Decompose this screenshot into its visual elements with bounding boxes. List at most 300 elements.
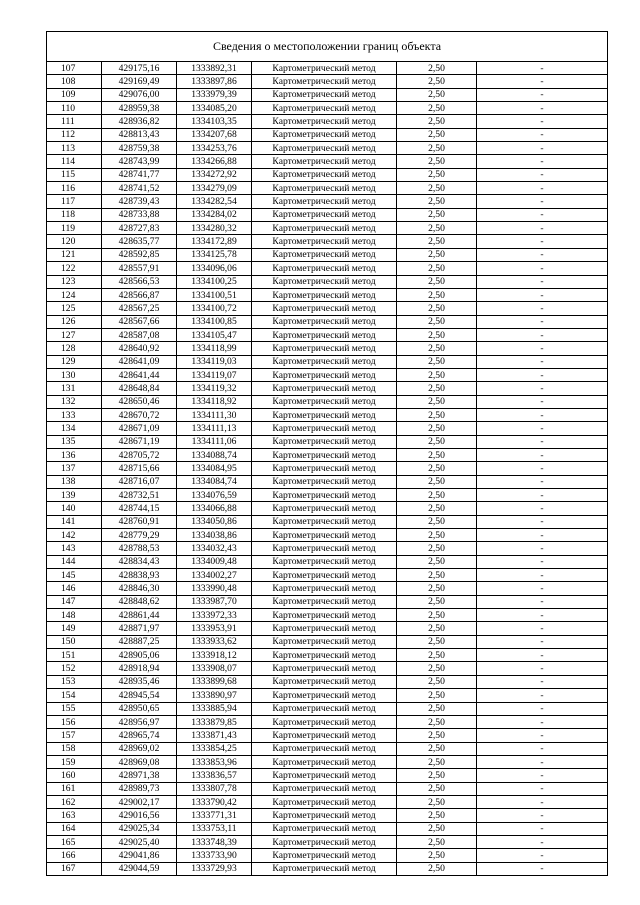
method-cell: Картометрический метод bbox=[252, 835, 397, 848]
y-coordinate-cell: 1334272,92 bbox=[177, 168, 252, 181]
point-number-cell: 145 bbox=[47, 569, 102, 582]
description-cell: - bbox=[477, 502, 608, 515]
table-row bbox=[47, 208, 607, 221]
method-cell: Картометрический метод bbox=[252, 275, 397, 288]
method-cell: Картометрический метод bbox=[252, 729, 397, 742]
y-coordinate-cell: 1334066,88 bbox=[177, 502, 252, 515]
precision-cell: 2,50 bbox=[397, 182, 477, 195]
method-cell: Картометрический метод bbox=[252, 809, 397, 822]
method-cell: Картометрический метод bbox=[252, 395, 397, 408]
method-cell: Картометрический метод bbox=[252, 382, 397, 395]
point-number-cell: 119 bbox=[47, 222, 102, 235]
precision-cell: 2,50 bbox=[397, 529, 477, 542]
table-row bbox=[47, 275, 607, 288]
x-coordinate-cell: 428813,43 bbox=[102, 128, 177, 141]
x-coordinate-cell: 429002,17 bbox=[102, 795, 177, 808]
description-cell: - bbox=[477, 355, 608, 368]
table-row bbox=[47, 75, 607, 88]
description-cell: - bbox=[477, 489, 608, 502]
method-cell: Картометрический метод bbox=[252, 102, 397, 115]
x-coordinate-cell: 428965,74 bbox=[102, 729, 177, 742]
precision-cell: 2,50 bbox=[397, 235, 477, 248]
y-coordinate-cell: 1334100,72 bbox=[177, 302, 252, 315]
table-row bbox=[47, 62, 607, 75]
description-cell: - bbox=[477, 795, 608, 808]
y-coordinate-cell: 1334050,86 bbox=[177, 515, 252, 528]
description-cell: - bbox=[477, 115, 608, 128]
x-coordinate-cell: 428716,07 bbox=[102, 475, 177, 488]
x-coordinate-cell: 428641,44 bbox=[102, 368, 177, 381]
x-coordinate-cell: 428648,84 bbox=[102, 382, 177, 395]
method-cell: Картометрический метод bbox=[252, 769, 397, 782]
table-row bbox=[47, 675, 607, 688]
point-number-cell: 159 bbox=[47, 755, 102, 768]
table-row bbox=[47, 88, 607, 101]
point-number-cell: 134 bbox=[47, 422, 102, 435]
description-cell: - bbox=[477, 302, 608, 315]
table-row bbox=[47, 489, 607, 502]
method-cell: Картометрический метод bbox=[252, 822, 397, 835]
y-coordinate-cell: 1334253,76 bbox=[177, 142, 252, 155]
precision-cell: 2,50 bbox=[397, 448, 477, 461]
method-cell: Картометрический метод bbox=[252, 689, 397, 702]
table-row bbox=[47, 822, 607, 835]
y-coordinate-cell: 1334118,99 bbox=[177, 342, 252, 355]
precision-cell: 2,50 bbox=[397, 382, 477, 395]
precision-cell: 2,50 bbox=[397, 102, 477, 115]
x-coordinate-cell: 428969,08 bbox=[102, 755, 177, 768]
precision-cell: 2,50 bbox=[397, 155, 477, 168]
description-cell: - bbox=[477, 142, 608, 155]
y-coordinate-cell: 1333890,97 bbox=[177, 689, 252, 702]
point-number-cell: 139 bbox=[47, 489, 102, 502]
x-coordinate-cell: 428759,38 bbox=[102, 142, 177, 155]
x-coordinate-cell: 429016,56 bbox=[102, 809, 177, 822]
y-coordinate-cell: 1333979,39 bbox=[177, 88, 252, 101]
precision-cell: 2,50 bbox=[397, 435, 477, 448]
method-cell: Картометрический метод bbox=[252, 342, 397, 355]
x-coordinate-cell: 429025,34 bbox=[102, 822, 177, 835]
method-cell: Картометрический метод bbox=[252, 515, 397, 528]
description-cell: - bbox=[477, 408, 608, 421]
y-coordinate-cell: 1333908,07 bbox=[177, 662, 252, 675]
x-coordinate-cell: 428846,30 bbox=[102, 582, 177, 595]
table-row bbox=[47, 742, 607, 755]
table-row bbox=[47, 462, 607, 475]
table-row bbox=[47, 448, 607, 461]
point-number-cell: 108 bbox=[47, 75, 102, 88]
description-cell: - bbox=[477, 208, 608, 221]
y-coordinate-cell: 1333987,70 bbox=[177, 595, 252, 608]
method-cell: Картометрический метод bbox=[252, 782, 397, 795]
table-row bbox=[47, 662, 607, 675]
precision-cell: 2,50 bbox=[397, 769, 477, 782]
y-coordinate-cell: 1334088,74 bbox=[177, 448, 252, 461]
precision-cell: 2,50 bbox=[397, 595, 477, 608]
x-coordinate-cell: 428567,25 bbox=[102, 302, 177, 315]
y-coordinate-cell: 1333733,90 bbox=[177, 849, 252, 862]
y-coordinate-cell: 1334266,88 bbox=[177, 155, 252, 168]
description-cell: - bbox=[477, 382, 608, 395]
description-cell: - bbox=[477, 582, 608, 595]
method-cell: Картометрический метод bbox=[252, 408, 397, 421]
description-cell: - bbox=[477, 62, 608, 75]
method-cell: Картометрический метод bbox=[252, 248, 397, 261]
precision-cell: 2,50 bbox=[397, 622, 477, 635]
point-number-cell: 126 bbox=[47, 315, 102, 328]
x-coordinate-cell: 428715,66 bbox=[102, 462, 177, 475]
description-cell: - bbox=[477, 328, 608, 341]
method-cell: Картометрический метод bbox=[252, 222, 397, 235]
table-row bbox=[47, 262, 607, 275]
y-coordinate-cell: 1334076,59 bbox=[177, 489, 252, 502]
x-coordinate-cell: 428566,53 bbox=[102, 275, 177, 288]
table-row bbox=[47, 529, 607, 542]
point-number-cell: 141 bbox=[47, 515, 102, 528]
point-number-cell: 146 bbox=[47, 582, 102, 595]
description-cell: - bbox=[477, 315, 608, 328]
point-number-cell: 140 bbox=[47, 502, 102, 515]
precision-cell: 2,50 bbox=[397, 835, 477, 848]
point-number-cell: 147 bbox=[47, 595, 102, 608]
precision-cell: 2,50 bbox=[397, 288, 477, 301]
precision-cell: 2,50 bbox=[397, 315, 477, 328]
precision-cell: 2,50 bbox=[397, 782, 477, 795]
x-coordinate-cell: 428848,62 bbox=[102, 595, 177, 608]
y-coordinate-cell: 1333753,11 bbox=[177, 822, 252, 835]
method-cell: Картометрический метод bbox=[252, 62, 397, 75]
point-number-cell: 165 bbox=[47, 835, 102, 848]
method-cell: Картометрический метод bbox=[252, 368, 397, 381]
method-cell: Картометрический метод bbox=[252, 755, 397, 768]
table-row bbox=[47, 435, 607, 448]
description-cell: - bbox=[477, 168, 608, 181]
y-coordinate-cell: 1333885,94 bbox=[177, 702, 252, 715]
point-number-cell: 148 bbox=[47, 609, 102, 622]
description-cell: - bbox=[477, 702, 608, 715]
y-coordinate-cell: 1334111,30 bbox=[177, 408, 252, 421]
precision-cell: 2,50 bbox=[397, 809, 477, 822]
x-coordinate-cell: 428743,99 bbox=[102, 155, 177, 168]
x-coordinate-cell: 428640,92 bbox=[102, 342, 177, 355]
point-number-cell: 112 bbox=[47, 128, 102, 141]
y-coordinate-cell: 1333771,31 bbox=[177, 809, 252, 822]
precision-cell: 2,50 bbox=[397, 208, 477, 221]
x-coordinate-cell: 428671,19 bbox=[102, 435, 177, 448]
description-cell: - bbox=[477, 862, 608, 875]
method-cell: Картометрический метод bbox=[252, 262, 397, 275]
point-number-cell: 132 bbox=[47, 395, 102, 408]
point-number-cell: 111 bbox=[47, 115, 102, 128]
table-row bbox=[47, 382, 607, 395]
x-coordinate-cell: 428950,65 bbox=[102, 702, 177, 715]
y-coordinate-cell: 1334282,54 bbox=[177, 195, 252, 208]
method-cell: Картометрический метод bbox=[252, 609, 397, 622]
method-cell: Картометрический метод bbox=[252, 328, 397, 341]
y-coordinate-cell: 1334100,51 bbox=[177, 288, 252, 301]
precision-cell: 2,50 bbox=[397, 328, 477, 341]
table-row bbox=[47, 315, 607, 328]
method-cell: Картометрический метод bbox=[252, 75, 397, 88]
point-number-cell: 158 bbox=[47, 742, 102, 755]
point-number-cell: 110 bbox=[47, 102, 102, 115]
y-coordinate-cell: 1334085,20 bbox=[177, 102, 252, 115]
description-cell: - bbox=[477, 195, 608, 208]
description-cell: - bbox=[477, 769, 608, 782]
method-cell: Картометрический метод bbox=[252, 502, 397, 515]
method-cell: Картометрический метод bbox=[252, 142, 397, 155]
precision-cell: 2,50 bbox=[397, 635, 477, 648]
description-cell: - bbox=[477, 555, 608, 568]
point-number-cell: 121 bbox=[47, 248, 102, 261]
precision-cell: 2,50 bbox=[397, 355, 477, 368]
point-number-cell: 152 bbox=[47, 662, 102, 675]
precision-cell: 2,50 bbox=[397, 422, 477, 435]
precision-cell: 2,50 bbox=[397, 395, 477, 408]
description-cell: - bbox=[477, 649, 608, 662]
point-number-cell: 160 bbox=[47, 769, 102, 782]
table-row bbox=[47, 302, 607, 315]
table-row bbox=[47, 115, 607, 128]
x-coordinate-cell: 429025,40 bbox=[102, 835, 177, 848]
method-cell: Картометрический метод bbox=[252, 569, 397, 582]
description-cell: - bbox=[477, 155, 608, 168]
point-number-cell: 155 bbox=[47, 702, 102, 715]
x-coordinate-cell: 428788,53 bbox=[102, 542, 177, 555]
precision-cell: 2,50 bbox=[397, 475, 477, 488]
y-coordinate-cell: 1334119,03 bbox=[177, 355, 252, 368]
precision-cell: 2,50 bbox=[397, 275, 477, 288]
point-number-cell: 109 bbox=[47, 88, 102, 101]
y-coordinate-cell: 1334103,35 bbox=[177, 115, 252, 128]
y-coordinate-cell: 1333836,57 bbox=[177, 769, 252, 782]
y-coordinate-cell: 1334084,74 bbox=[177, 475, 252, 488]
table-row bbox=[47, 475, 607, 488]
method-cell: Картометрический метод bbox=[252, 315, 397, 328]
method-cell: Картометрический метод bbox=[252, 88, 397, 101]
y-coordinate-cell: 1334084,95 bbox=[177, 462, 252, 475]
table-row bbox=[47, 288, 607, 301]
y-coordinate-cell: 1333899,68 bbox=[177, 675, 252, 688]
x-coordinate-cell: 428592,85 bbox=[102, 248, 177, 261]
point-number-cell: 163 bbox=[47, 809, 102, 822]
y-coordinate-cell: 1333853,96 bbox=[177, 755, 252, 768]
method-cell: Картометрический метод bbox=[252, 182, 397, 195]
description-cell: - bbox=[477, 569, 608, 582]
description-cell: - bbox=[477, 182, 608, 195]
precision-cell: 2,50 bbox=[397, 262, 477, 275]
precision-cell: 2,50 bbox=[397, 62, 477, 75]
description-cell: - bbox=[477, 849, 608, 862]
method-cell: Картометрический метод bbox=[252, 622, 397, 635]
point-number-cell: 157 bbox=[47, 729, 102, 742]
coordinates-table-body bbox=[47, 62, 607, 875]
point-number-cell: 131 bbox=[47, 382, 102, 395]
description-cell: - bbox=[477, 782, 608, 795]
description-cell: - bbox=[477, 235, 608, 248]
method-cell: Картометрический метод bbox=[252, 208, 397, 221]
precision-cell: 2,50 bbox=[397, 342, 477, 355]
point-number-cell: 114 bbox=[47, 155, 102, 168]
table-row bbox=[47, 849, 607, 862]
method-cell: Картометрический метод bbox=[252, 302, 397, 315]
table-row bbox=[47, 182, 607, 195]
precision-cell: 2,50 bbox=[397, 555, 477, 568]
table-row bbox=[47, 635, 607, 648]
method-cell: Картометрический метод bbox=[252, 595, 397, 608]
method-cell: Картометрический метод bbox=[252, 195, 397, 208]
description-cell: - bbox=[477, 662, 608, 675]
y-coordinate-cell: 1333972,33 bbox=[177, 609, 252, 622]
point-number-cell: 144 bbox=[47, 555, 102, 568]
description-cell: - bbox=[477, 675, 608, 688]
method-cell: Картометрический метод bbox=[252, 555, 397, 568]
y-coordinate-cell: 1334002,27 bbox=[177, 569, 252, 582]
y-coordinate-cell: 1334111,13 bbox=[177, 422, 252, 435]
precision-cell: 2,50 bbox=[397, 849, 477, 862]
method-cell: Картометрический метод bbox=[252, 702, 397, 715]
method-cell: Картометрический метод bbox=[252, 649, 397, 662]
x-coordinate-cell: 428959,38 bbox=[102, 102, 177, 115]
description-cell: - bbox=[477, 635, 608, 648]
point-number-cell: 161 bbox=[47, 782, 102, 795]
table-row bbox=[47, 595, 607, 608]
table-row bbox=[47, 715, 607, 728]
x-coordinate-cell: 428779,29 bbox=[102, 529, 177, 542]
x-coordinate-cell: 428945,54 bbox=[102, 689, 177, 702]
method-cell: Картометрический метод bbox=[252, 795, 397, 808]
precision-cell: 2,50 bbox=[397, 115, 477, 128]
table-row bbox=[47, 622, 607, 635]
precision-cell: 2,50 bbox=[397, 408, 477, 421]
description-cell: - bbox=[477, 222, 608, 235]
point-number-cell: 162 bbox=[47, 795, 102, 808]
table-row bbox=[47, 555, 607, 568]
y-coordinate-cell: 1334038,86 bbox=[177, 529, 252, 542]
method-cell: Картометрический метод bbox=[252, 635, 397, 648]
y-coordinate-cell: 1333953,91 bbox=[177, 622, 252, 635]
description-cell: - bbox=[477, 435, 608, 448]
point-number-cell: 143 bbox=[47, 542, 102, 555]
precision-cell: 2,50 bbox=[397, 702, 477, 715]
y-coordinate-cell: 1334105,47 bbox=[177, 328, 252, 341]
method-cell: Картометрический метод bbox=[252, 862, 397, 875]
y-coordinate-cell: 1333990,48 bbox=[177, 582, 252, 595]
precision-cell: 2,50 bbox=[397, 822, 477, 835]
point-number-cell: 116 bbox=[47, 182, 102, 195]
description-cell: - bbox=[477, 609, 608, 622]
precision-cell: 2,50 bbox=[397, 582, 477, 595]
y-coordinate-cell: 1334009,48 bbox=[177, 555, 252, 568]
x-coordinate-cell: 428732,51 bbox=[102, 489, 177, 502]
table-row bbox=[47, 702, 607, 715]
table-row bbox=[47, 755, 607, 768]
precision-cell: 2,50 bbox=[397, 609, 477, 622]
precision-cell: 2,50 bbox=[397, 662, 477, 675]
table-row bbox=[47, 862, 607, 875]
precision-cell: 2,50 bbox=[397, 742, 477, 755]
description-cell: - bbox=[477, 342, 608, 355]
table-row bbox=[47, 235, 607, 248]
point-number-cell: 122 bbox=[47, 262, 102, 275]
y-coordinate-cell: 1334032,43 bbox=[177, 542, 252, 555]
x-coordinate-cell: 428971,38 bbox=[102, 769, 177, 782]
description-cell: - bbox=[477, 475, 608, 488]
coordinates-table bbox=[47, 62, 607, 875]
y-coordinate-cell: 1334207,68 bbox=[177, 128, 252, 141]
description-cell: - bbox=[477, 809, 608, 822]
precision-cell: 2,50 bbox=[397, 168, 477, 181]
point-number-cell: 150 bbox=[47, 635, 102, 648]
precision-cell: 2,50 bbox=[397, 75, 477, 88]
description-cell: - bbox=[477, 75, 608, 88]
y-coordinate-cell: 1333729,93 bbox=[177, 862, 252, 875]
description-cell: - bbox=[477, 395, 608, 408]
y-coordinate-cell: 1334280,32 bbox=[177, 222, 252, 235]
description-cell: - bbox=[477, 835, 608, 848]
x-coordinate-cell: 428744,15 bbox=[102, 502, 177, 515]
x-coordinate-cell: 428733,88 bbox=[102, 208, 177, 221]
point-number-cell: 124 bbox=[47, 288, 102, 301]
description-cell: - bbox=[477, 88, 608, 101]
x-coordinate-cell: 428935,46 bbox=[102, 675, 177, 688]
y-coordinate-cell: 1333871,43 bbox=[177, 729, 252, 742]
description-cell: - bbox=[477, 462, 608, 475]
description-cell: - bbox=[477, 729, 608, 742]
description-cell: - bbox=[477, 275, 608, 288]
y-coordinate-cell: 1333854,25 bbox=[177, 742, 252, 755]
method-cell: Картометрический метод bbox=[252, 288, 397, 301]
boundary-table-frame bbox=[46, 31, 608, 876]
y-coordinate-cell: 1334119,07 bbox=[177, 368, 252, 381]
x-coordinate-cell: 429076,00 bbox=[102, 88, 177, 101]
table-row bbox=[47, 155, 607, 168]
y-coordinate-cell: 1334119,32 bbox=[177, 382, 252, 395]
x-coordinate-cell: 428741,77 bbox=[102, 168, 177, 181]
x-coordinate-cell: 428705,72 bbox=[102, 448, 177, 461]
point-number-cell: 125 bbox=[47, 302, 102, 315]
y-coordinate-cell: 1334125,78 bbox=[177, 248, 252, 261]
precision-cell: 2,50 bbox=[397, 715, 477, 728]
x-coordinate-cell: 428739,43 bbox=[102, 195, 177, 208]
description-cell: - bbox=[477, 595, 608, 608]
point-number-cell: 127 bbox=[47, 328, 102, 341]
x-coordinate-cell: 428727,83 bbox=[102, 222, 177, 235]
x-coordinate-cell: 428838,93 bbox=[102, 569, 177, 582]
point-number-cell: 120 bbox=[47, 235, 102, 248]
table-row bbox=[47, 102, 607, 115]
x-coordinate-cell: 428670,72 bbox=[102, 408, 177, 421]
x-coordinate-cell: 428918,94 bbox=[102, 662, 177, 675]
description-cell: - bbox=[477, 102, 608, 115]
point-number-cell: 133 bbox=[47, 408, 102, 421]
point-number-cell: 153 bbox=[47, 675, 102, 688]
y-coordinate-cell: 1334100,85 bbox=[177, 315, 252, 328]
page-title: Сведения о местоположении границ объекта bbox=[47, 32, 607, 62]
y-coordinate-cell: 1333918,12 bbox=[177, 649, 252, 662]
point-number-cell: 123 bbox=[47, 275, 102, 288]
x-coordinate-cell: 429041,86 bbox=[102, 849, 177, 862]
precision-cell: 2,50 bbox=[397, 462, 477, 475]
method-cell: Картометрический метод bbox=[252, 235, 397, 248]
precision-cell: 2,50 bbox=[397, 755, 477, 768]
table-row bbox=[47, 582, 607, 595]
table-row bbox=[47, 328, 607, 341]
description-cell: - bbox=[477, 422, 608, 435]
y-coordinate-cell: 1334100,25 bbox=[177, 275, 252, 288]
y-coordinate-cell: 1333892,31 bbox=[177, 62, 252, 75]
method-cell: Картометрический метод bbox=[252, 435, 397, 448]
